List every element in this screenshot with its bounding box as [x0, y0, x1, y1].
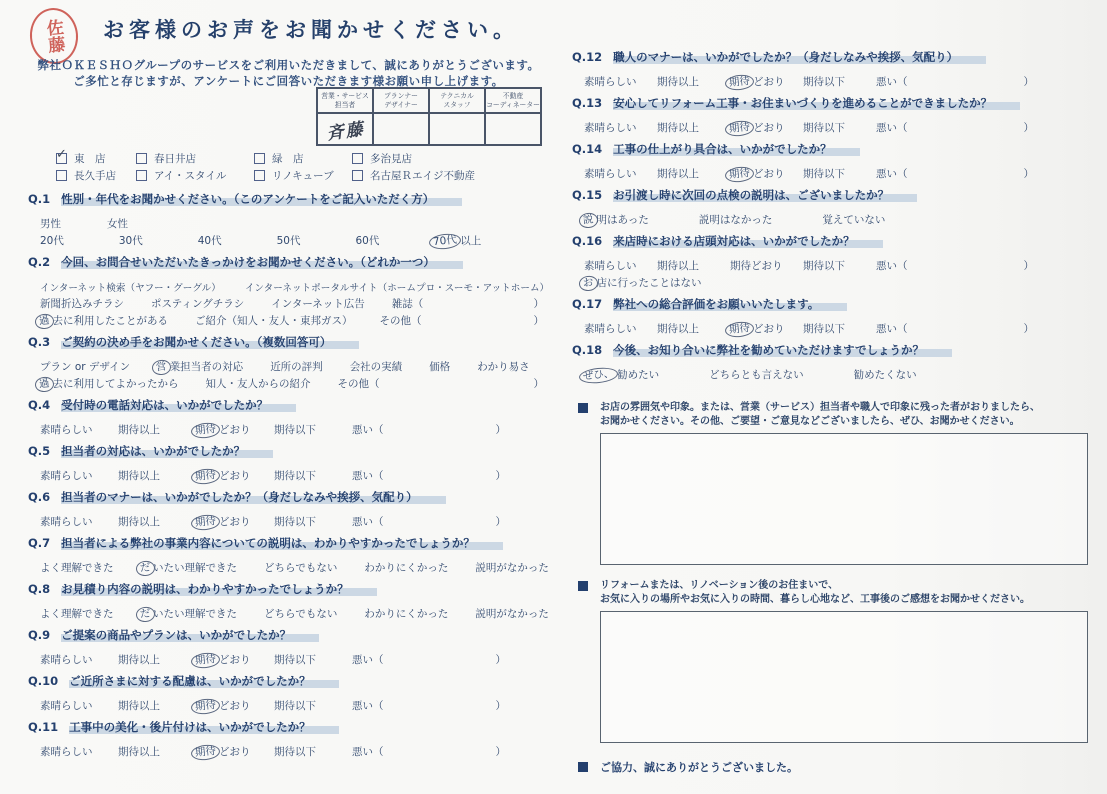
answer-option: 期待以下 — [274, 700, 316, 712]
comment-box-shop-impression — [600, 433, 1088, 565]
checkbox-icon — [254, 170, 265, 181]
options-row — [28, 651, 506, 668]
section-bullet-icon — [578, 762, 588, 772]
answer-option: 女性 — [107, 218, 128, 230]
circle-mark: 期待 — [724, 119, 754, 137]
intro-text — [36, 57, 541, 89]
circle-mark: 期待 — [724, 320, 754, 338]
question-title-text: 工事の仕上がり具合は、いかがでしたか？ — [613, 142, 860, 156]
question-number: Q.1 — [28, 192, 51, 206]
answer-option: わかり易さ — [477, 361, 530, 373]
footer-thanks: ご協力、誠にありがとうございました。 — [572, 759, 1096, 775]
checked-checkbox-icon — [56, 153, 67, 164]
question-q10 — [28, 674, 544, 714]
answer-option: 60代 — [355, 235, 380, 247]
store-option — [254, 151, 352, 166]
question-title — [28, 582, 544, 597]
store-label: 多治見店 — [370, 152, 412, 165]
answer-option: 期待 どおり — [730, 321, 803, 337]
question-q1 — [28, 192, 544, 249]
store-option — [136, 151, 254, 166]
answer-option: 雑誌（ — [391, 298, 424, 310]
question-title-text: ご近所さまに対する配慮は、いかがでしたか？ — [69, 674, 339, 688]
checkbox-icon — [352, 170, 363, 181]
options-row — [572, 274, 1096, 291]
question-number: Q.12 — [572, 50, 603, 64]
question-title — [572, 50, 1096, 65]
intro-line-2: ご多忙と存じますが、アンケートにご回答いただきます様お願い申し上げます。 — [73, 74, 504, 88]
answer-option: 期待以下 — [274, 516, 316, 528]
answer-option: 新聞折込みチラシ — [40, 298, 124, 310]
answer-option: 素晴らしい — [40, 700, 93, 712]
question-q17 — [572, 297, 1096, 337]
answer-option: 期待以上 — [118, 746, 160, 758]
answer-option: インターネット広告 — [271, 298, 365, 310]
question-q11 — [28, 720, 544, 760]
options-row — [572, 257, 1034, 274]
question-title — [28, 192, 544, 207]
question-title — [28, 490, 544, 505]
answer-option: 期待以下 — [274, 470, 316, 482]
answer-option: どちらとも言えない — [709, 369, 804, 381]
staff-table-header: 不動産 コーディネーター — [485, 88, 541, 113]
question-number: Q.11 — [28, 720, 59, 734]
answer-option: お 店に行ったことはない — [584, 275, 702, 291]
answer-option: 期待以上 — [657, 168, 699, 180]
answer-option: ポスティングチラシ — [151, 298, 245, 310]
question-number: Q.4 — [28, 398, 51, 412]
question-q3 — [28, 335, 544, 392]
staff-table — [316, 87, 542, 146]
circle-mark: だ — [135, 560, 155, 577]
answer-option: 説明がなかった — [475, 562, 549, 574]
answer-option: 悪い（ — [352, 470, 384, 482]
store-label: 緑 店 — [272, 152, 304, 165]
question-title-text: 職人のマナーは、いかがでしたか？（身だしなみや挨拶、気配り） — [613, 50, 986, 64]
question-number: Q.3 — [28, 335, 51, 349]
question-title-text: 今回、お問合せいただいたきっかけをお聞かせください。（どれか一つ） — [61, 255, 463, 269]
answer-option: どちらでもない — [264, 608, 338, 620]
question-q18 — [572, 343, 1096, 383]
circle-mark: ぜひ、 — [578, 365, 618, 384]
closing-paren: ） — [495, 654, 506, 666]
store-label: リノキューブ — [272, 169, 334, 182]
circle-mark: 期待 — [190, 513, 220, 531]
question-number: Q.8 — [28, 582, 51, 596]
answer-option: その他（ — [379, 315, 422, 327]
questions-column-left — [28, 192, 550, 766]
answer-option: 素晴らしい — [40, 516, 93, 528]
question-title — [572, 234, 1096, 249]
options-row — [572, 211, 1096, 228]
answer-option: 期待 どおり — [196, 698, 274, 714]
staff-table-header: プランナー デザイナー — [373, 88, 429, 113]
comment-section-shop-impression — [572, 401, 1096, 565]
options-row — [28, 559, 549, 576]
page-title: お客様のお声をお聞かせください。 — [103, 18, 519, 42]
options-row — [28, 513, 506, 530]
question-title — [28, 720, 544, 735]
checkbox-icon — [136, 153, 147, 164]
closing-paren: ） — [495, 424, 506, 436]
closing-paren: ） — [495, 516, 506, 528]
question-title-text: 来店時における店頭対応は、いかがでしたか？ — [613, 234, 883, 248]
closing-paren: ） — [533, 315, 544, 327]
comment-box-after-reform — [600, 611, 1088, 743]
question-number: Q.13 — [572, 96, 603, 110]
answer-option: 素晴らしい — [584, 168, 637, 180]
question-title — [28, 335, 544, 350]
question-title — [572, 297, 1096, 312]
question-number: Q.17 — [572, 297, 603, 311]
question-number: Q.5 — [28, 444, 51, 458]
answer-option: 期待以上 — [118, 654, 160, 666]
question-number: Q.14 — [572, 142, 603, 156]
staff-table-header: 営業・サービス 担当者 — [317, 88, 373, 113]
closing-paren: ） — [495, 470, 506, 482]
answer-option: 素晴らしい — [40, 470, 93, 482]
question-title-text: 工事中の美化・後片付けは、いかがでしたか？ — [69, 720, 339, 734]
answer-option: 説明はなかった — [698, 214, 773, 226]
circle-mark: 期待 — [190, 467, 220, 485]
section-bullet-icon — [578, 581, 588, 591]
answer-option: 説明がなかった — [475, 608, 549, 620]
question-title — [28, 536, 544, 551]
circle-mark: 営 — [151, 359, 171, 376]
answer-option: 40代 — [197, 235, 222, 247]
answer-option: 悪い（ — [352, 424, 384, 436]
closing-paren: ） — [1023, 323, 1034, 335]
answer-option: どちらでもない — [264, 562, 338, 574]
closing-paren: ） — [1023, 122, 1034, 134]
answer-option: 50代 — [276, 235, 301, 247]
answer-option: 70代 以上 — [434, 233, 481, 249]
options-row — [28, 278, 550, 295]
answer-option: 期待以下 — [274, 746, 316, 758]
answer-option: 悪い（ — [352, 746, 384, 758]
question-number: Q.15 — [572, 188, 603, 202]
options-row — [28, 605, 549, 622]
circle-mark: 期待 — [190, 743, 220, 761]
question-title-text: ご契約の決め手をお聞かせください。（複数回答可） — [61, 335, 359, 349]
question-title-text: 受付時の電話対応は、いかがでしたか？ — [61, 398, 296, 412]
answer-option: 20代 — [40, 235, 64, 247]
closing-paren: ） — [1023, 260, 1034, 272]
circle-mark: 過 — [34, 313, 54, 330]
options-row — [28, 697, 506, 714]
question-title — [572, 96, 1096, 111]
question-title-text: 担当者による弊社の事業内容についての説明は、わかりやすかったでしょうか？ — [61, 536, 503, 550]
store-label: 長久手店 — [74, 169, 116, 182]
questions-column-right — [572, 50, 1096, 775]
options-row — [572, 165, 1034, 182]
answer-option: 期待どおり — [730, 260, 783, 272]
question-number: Q.9 — [28, 628, 51, 642]
answer-option: 素晴らしい — [584, 122, 637, 134]
store-label: アイ・スタイル — [154, 169, 227, 182]
staff-table-header: テクニカル スタッフ — [429, 88, 485, 113]
store-row — [56, 150, 542, 166]
store-option — [136, 168, 254, 183]
question-title-text: 安心してリフォーム工事・お住まいづくりを進めることができましたか？ — [613, 96, 1020, 110]
question-title — [28, 398, 544, 413]
store-checkbox-group — [56, 150, 542, 184]
answer-option: 期待以下 — [803, 260, 845, 272]
circle-mark: だ — [135, 606, 155, 623]
store-option — [254, 168, 352, 183]
closing-paren: ） — [1023, 76, 1034, 88]
answer-option: 期待以上 — [657, 76, 699, 88]
checkbox-icon — [352, 153, 363, 164]
handwritten-name: 斉藤 — [325, 119, 366, 145]
options-row — [28, 375, 544, 392]
answer-option: わかりにくかった — [364, 608, 449, 620]
answer-option: 価格 — [429, 361, 451, 373]
question-title-text: お見積り内容の説明は、わかりやすかったでしょうか？ — [61, 582, 377, 596]
answer-option: 期待以下 — [803, 323, 845, 335]
answer-option: 期待 どおり — [730, 120, 803, 136]
answer-option: 素晴らしい — [584, 323, 637, 335]
answer-option: 悪い（ — [876, 260, 908, 272]
answer-option: 悪い（ — [352, 700, 384, 712]
answer-option: 覚えていない — [822, 214, 886, 226]
question-title — [28, 255, 544, 270]
question-title — [572, 142, 1096, 157]
question-q6 — [28, 490, 544, 530]
options-row — [28, 232, 544, 249]
options-row — [572, 119, 1034, 136]
answer-option: 過 去に利用してよかったから — [40, 376, 179, 392]
options-row — [28, 467, 506, 484]
options-row — [28, 743, 506, 760]
question-number: Q.16 — [572, 234, 603, 248]
answer-option: 期待 どおり — [196, 514, 274, 530]
answer-option: 素晴らしい — [584, 260, 637, 272]
store-label: 春日井店 — [154, 152, 196, 165]
question-q5 — [28, 444, 544, 484]
options-row — [28, 358, 544, 375]
staff-table-cell — [373, 113, 429, 145]
question-q8 — [28, 582, 549, 622]
options-row — [572, 320, 1034, 337]
answer-option: 期待以上 — [657, 122, 699, 134]
closing-paren: ） — [1023, 168, 1034, 180]
options-row — [28, 312, 544, 329]
answer-option: インターネットポータルサイト（ホームプロ・スーモ・アットホーム） — [244, 282, 550, 294]
answer-option: ぜひ、 勧めたい — [584, 367, 659, 383]
store-option — [56, 151, 136, 166]
answer-option: 悪い（ — [352, 654, 384, 666]
question-q4 — [28, 398, 544, 438]
answer-option: 30代 — [118, 235, 143, 247]
answer-option: 期待以上 — [118, 470, 160, 482]
answer-option: 悪い（ — [876, 76, 908, 88]
question-q9 — [28, 628, 544, 668]
staff-table-cell — [317, 113, 373, 145]
answer-option: 過 去に利用したことがある — [40, 313, 168, 329]
answer-option: プラン or デザイン — [40, 361, 131, 373]
answer-option: 男性 — [40, 218, 61, 230]
answer-option: 期待 どおり — [196, 652, 274, 668]
store-option — [352, 168, 475, 183]
answer-option: 悪い（ — [876, 122, 908, 134]
answer-option: 期待以上 — [118, 424, 160, 436]
question-number: Q.10 — [28, 674, 59, 688]
answer-option: 期待以上 — [657, 260, 699, 272]
question-q14 — [572, 142, 1096, 182]
answer-option: わかりにくかった — [364, 562, 449, 574]
question-number: Q.2 — [28, 255, 51, 269]
question-title-text: 弊社への総合評価をお願いいたします。 — [613, 297, 847, 311]
answer-option: よく理解できた — [40, 562, 114, 574]
answer-option: よく理解できた — [40, 608, 114, 620]
question-title — [572, 343, 1096, 358]
question-title — [572, 188, 1096, 203]
options-row — [572, 73, 1034, 90]
staff-table-cell — [429, 113, 485, 145]
question-q2 — [28, 255, 550, 329]
options-row — [28, 215, 544, 232]
answer-option: 期待以下 — [274, 654, 316, 666]
answer-option: 素晴らしい — [40, 746, 93, 758]
answer-option: 勧めたくない — [853, 369, 917, 381]
answer-option: 説 明はあった — [584, 212, 649, 228]
answer-option: 素晴らしい — [40, 654, 93, 666]
answer-option: だ いたい理解できた — [141, 606, 238, 622]
answer-option: 素晴らしい — [40, 424, 93, 436]
circle-mark: 過 — [34, 376, 54, 393]
circle-mark: 期待 — [190, 421, 220, 439]
closing-paren: ） — [533, 378, 544, 390]
options-row — [28, 295, 544, 312]
question-q15 — [572, 188, 1096, 228]
question-q12 — [572, 50, 1096, 90]
answer-option: 悪い（ — [876, 323, 908, 335]
question-title-text: ご提案の商品やプランは、いかがでしたか？ — [61, 628, 319, 642]
question-title — [28, 674, 544, 689]
circle-mark: 期待 — [190, 697, 220, 715]
question-title-text: 担当者の対応は、いかがでしたか？ — [61, 444, 273, 458]
checkbox-icon — [136, 170, 147, 181]
closing-paren: ） — [495, 746, 506, 758]
question-title-text: 担当者のマナーは、いかがでしたか？（身だしなみや挨拶、気配り） — [61, 490, 446, 504]
question-q16 — [572, 234, 1096, 291]
answer-option: 悪い（ — [352, 516, 384, 528]
checkbox-icon — [254, 153, 265, 164]
answer-option: だ いたい理解できた — [141, 560, 238, 576]
question-title — [28, 628, 544, 643]
comment-section-after-reform — [572, 579, 1096, 743]
answer-option: 営 業担当者の対応 — [157, 359, 243, 375]
question-number: Q.6 — [28, 490, 51, 504]
question-title-text: お引渡し時に次回の点検の説明は、ございましたか？ — [613, 188, 917, 202]
answer-option: 期待以下 — [803, 76, 845, 88]
question-number: Q.7 — [28, 536, 51, 550]
answer-option: 期待 どおり — [730, 166, 803, 182]
answer-option: 期待 どおり — [730, 74, 803, 90]
comment-section-label: お店の雰囲気や印象。または、営業（サービス）担当者や職人で印象に残った者がおりましたら、 お聞かせください。その他、ご要望・ご意見などございましたら、ぜひ、お聞かせください。 — [600, 402, 1040, 427]
options-row — [572, 366, 1096, 383]
answer-option: 期待以上 — [657, 323, 699, 335]
store-row — [56, 167, 542, 183]
answer-option: 素晴らしい — [584, 76, 637, 88]
question-number: Q.18 — [572, 343, 603, 357]
section-bullet-icon — [578, 403, 588, 413]
circle-mark: 70代 — [429, 232, 462, 250]
answer-option: 悪い（ — [876, 168, 908, 180]
hanko-stamp: 佐藤 — [28, 6, 81, 66]
answer-option: 期待以下 — [274, 424, 316, 436]
store-label: 名古屋Ｒエイジ不動産 — [370, 169, 475, 182]
answer-option: 期待以下 — [803, 168, 845, 180]
closing-paren: ） — [533, 298, 544, 310]
answer-option: その他（ — [337, 378, 380, 390]
store-option — [56, 168, 136, 183]
store-option — [352, 151, 412, 166]
circle-mark: 期待 — [724, 73, 754, 91]
answer-option: 会社の実績 — [349, 361, 403, 373]
answer-option: 期待 どおり — [196, 422, 274, 438]
options-row — [28, 421, 506, 438]
intro-line-1: 弊社ＯＫＥＳＨＯグループのサービスをご利用いただきまして、誠にありがとうございます。 — [37, 58, 540, 72]
question-q13 — [572, 96, 1096, 136]
answer-option: 期待以下 — [803, 122, 845, 134]
answer-option: 期待以上 — [118, 700, 160, 712]
question-q7 — [28, 536, 549, 576]
store-label: 東 店 — [74, 152, 106, 165]
closing-paren: ） — [495, 700, 506, 712]
question-title — [28, 444, 544, 459]
circle-mark: 期待 — [190, 651, 220, 669]
question-title-text: 性別・年代をお聞かせください。（このアンケートをご記入いただく方） — [61, 192, 462, 206]
answer-option: 近所の評判 — [270, 361, 323, 373]
comment-section-label: リフォームまたは、リノベーション後のお住まいで、 お気に入りの場所やお気に入りの時間、暮らし心地など、工事後のご感想をお聞かせください。 — [600, 580, 1030, 605]
staff-table-cell — [485, 113, 541, 145]
circle-mark: 期待 — [724, 165, 754, 183]
circle-mark: お — [578, 275, 598, 292]
answer-option: ご紹介（知人・友人・東邦ガス） — [195, 315, 353, 327]
answer-option: 期待以上 — [118, 516, 160, 528]
circle-mark: 説 — [578, 212, 598, 229]
answer-option: 期待 どおり — [196, 744, 274, 760]
answer-option: 知人・友人からの紹介 — [205, 378, 311, 390]
answer-option: インターネット検索（ヤフー・グーグル） — [40, 282, 221, 294]
answer-option: 期待 どおり — [196, 468, 274, 484]
question-title-text: 今後、お知り合いに弊社を勧めていただけますでしょうか？ — [613, 343, 952, 357]
checkbox-icon — [56, 170, 67, 181]
